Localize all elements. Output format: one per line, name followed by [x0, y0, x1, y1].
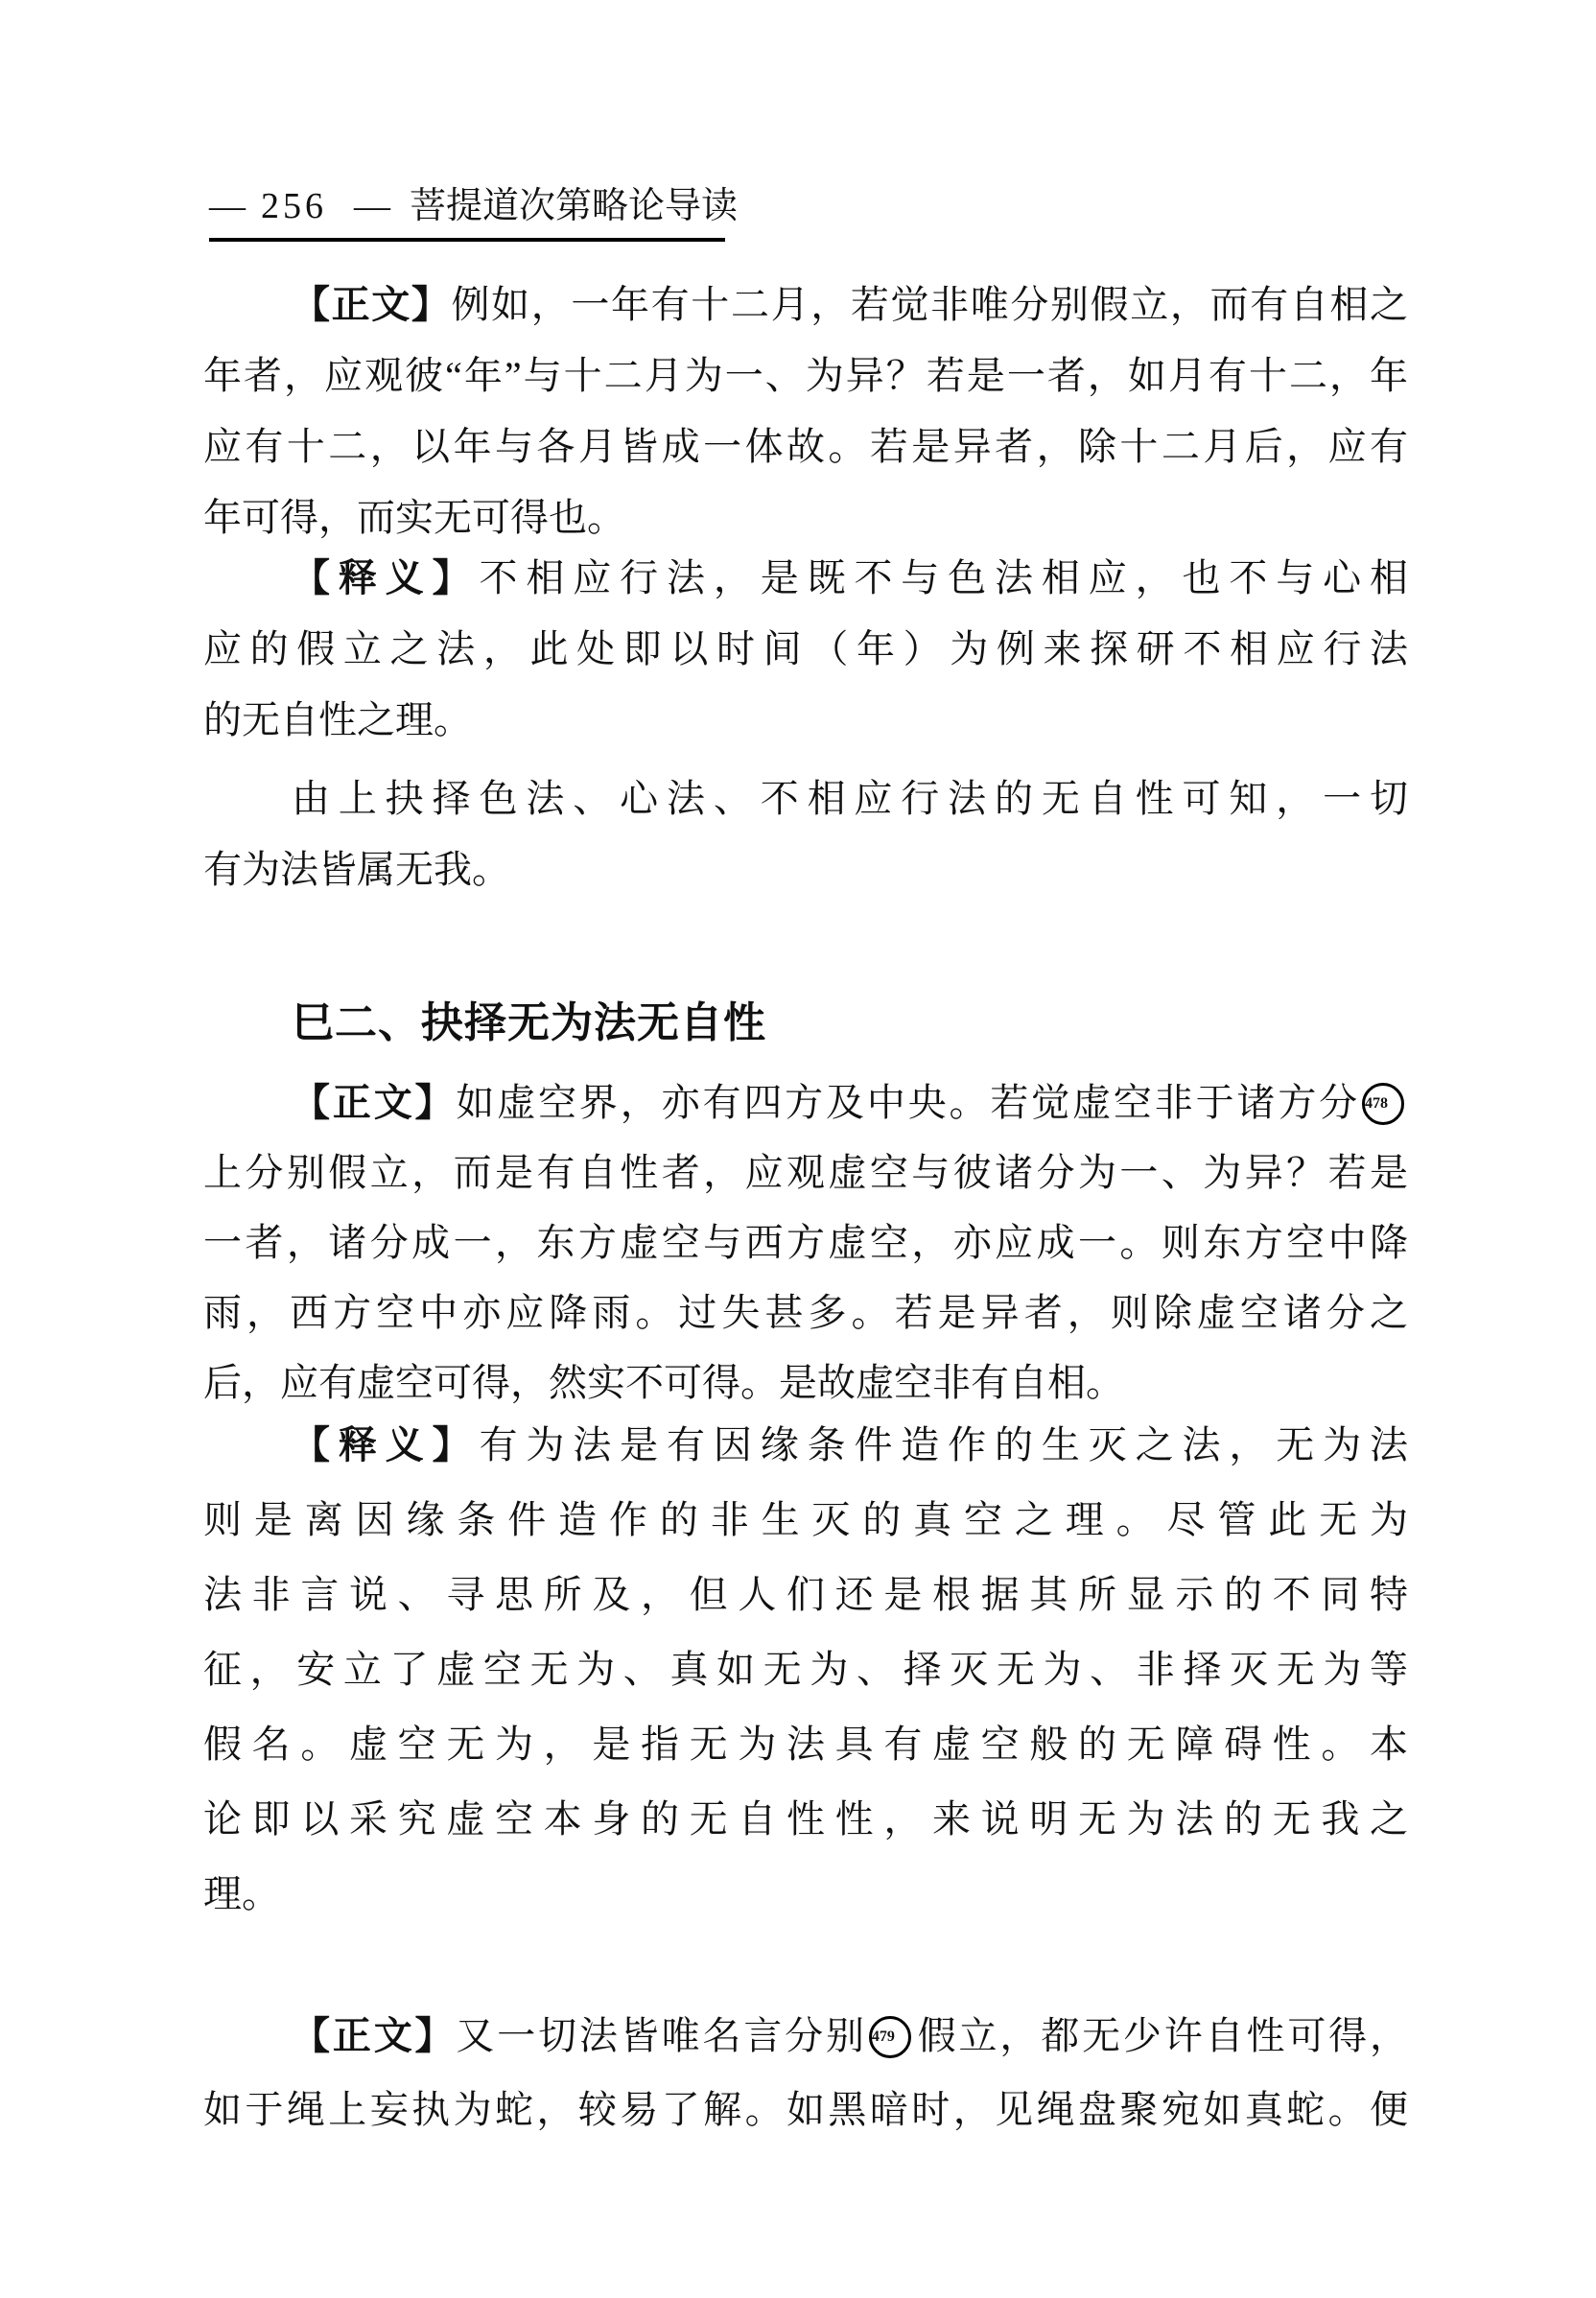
text-line [203, 1999, 1408, 2073]
text-segment: 如虚空界，亦有四方及中央。若觉虚空非于诸方分 [456, 1081, 1361, 1124]
text-segment: 有为法是有因缘条件造作的生灭之法，无为法 [479, 1423, 1409, 1466]
text-line: 雨，西方空中亦应降雨。过失甚多。若是异者，则除虚空诸分之 [203, 1291, 1408, 1334]
paragraph-zhengwen-year [203, 270, 1408, 553]
text-line: 假名。虚空无为，是指无为法具有虚空般的无障碍性。本 [203, 1723, 1408, 1766]
text-segment: 假立，都无少许自性可得， [914, 2014, 1409, 2057]
text-line [203, 270, 1408, 340]
page-header [209, 184, 738, 228]
text-line: 年可得，而实无可得也。 [203, 496, 625, 539]
paragraph-label: 【正文】 [292, 283, 452, 326]
text-line: 的无自性之理。 [203, 698, 472, 741]
paragraph-label: 【释义】 [292, 1423, 480, 1466]
text-line: 论即以采究虚空本身的无自性性，来说明无为法的无我之 [203, 1797, 1408, 1841]
paragraph-summary [203, 763, 1408, 905]
text-line: 有为法皆属无我。 [203, 848, 510, 891]
header-dash-right: — [354, 186, 390, 226]
text-segment: 例如，一年有十二月，若觉非唯分别假立，而有自相之 [451, 283, 1409, 326]
text-line: 一者，诸分成一，东方虚空与西方虚空，亦应成一。则东方空中降 [203, 1221, 1408, 1264]
section-heading: 巳二、抉择无为法无自性 [292, 999, 766, 1046]
text-line [203, 1408, 1408, 1483]
paragraph-zhengwen-rope-snake [203, 1999, 1408, 2146]
text-segment: 不相应行法，是既不与色法相应，也不与心相 [479, 556, 1409, 599]
text-line: 应有十二，以年与各月皆成一体故。若是异者，除十二月后，应有 [203, 425, 1408, 468]
paragraph-shiyi-unconditioned [203, 1408, 1408, 1932]
text-line: 年者，应观彼“年”与十二月为一、为异？若是一者，如月有十二，年 [203, 354, 1408, 397]
text-line: 由上抉择色法、心法、不相应行法的无自性可知，一切 [292, 777, 1408, 820]
text-segment: 又一切法皆唯名言分别 [456, 2014, 867, 2057]
text-line [203, 543, 1408, 614]
paragraph-label: 【释义】 [292, 556, 480, 599]
text-line: 理。 [203, 1872, 280, 1915]
header-rule [209, 238, 725, 242]
text-line: 应的假立之法，此处即以时间（年）为例来探研不相应行法 [203, 627, 1408, 670]
paragraph-label: 【正文】 [292, 2014, 457, 2057]
text-line: 征，安立了虚空无为、真如无为、择灭无为、非择灭无为等 [203, 1648, 1408, 1691]
page-number: 256 [261, 186, 327, 226]
footnote-marker: 479 [869, 2016, 911, 2058]
book-title: 菩提道次第略论导读 [410, 186, 739, 226]
text-line: 上分别假立，而是有自性者，应观虚空与彼诸分为一、为异？若是 [203, 1151, 1408, 1194]
footnote-marker: 478 [1362, 1083, 1404, 1125]
paragraph-label: 【正文】 [292, 1081, 457, 1124]
text-line [203, 1067, 1408, 1137]
header-dash-left: — [209, 186, 246, 226]
paragraph-zhengwen-space [203, 1067, 1408, 1418]
text-line: 则是离因缘条件造作的非生灭的真空之理。尽管此无为 [203, 1498, 1408, 1541]
text-line: 后，应有虚空可得，然实不可得。是故虚空非有自相。 [203, 1361, 1124, 1404]
paragraph-shiyi-time [203, 543, 1408, 756]
text-line: 如于绳上妄执为蛇，较易了解。如黑暗时，见绳盘聚宛如真蛇。便 [203, 2088, 1408, 2131]
text-line: 法非言说、寻思所及，但人们还是根据其所显示的不同特 [203, 1573, 1408, 1616]
